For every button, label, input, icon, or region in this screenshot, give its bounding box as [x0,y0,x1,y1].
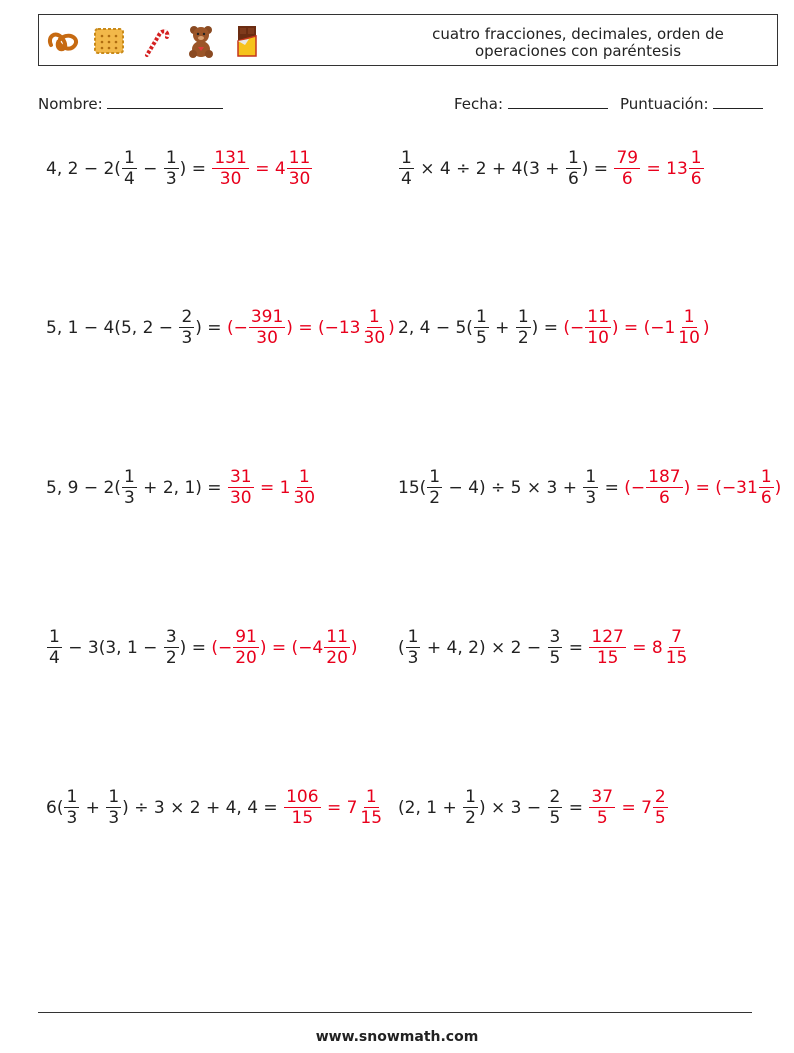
answer-text: = 8 [626,637,663,658]
answer-text: ) [350,637,358,658]
title-line-1: cuatro fracciones, decimales, orden de [432,25,724,43]
numerator: 1 [365,787,377,807]
answer-text: ) = (−4 [259,637,324,658]
denominator: 30 [363,328,386,348]
expr-text: 4, 2 − 2( [46,158,121,179]
numerator: 1 [690,148,702,168]
numerator: 1 [298,467,310,487]
denominator: 3 [181,328,193,348]
fraction [676,307,702,348]
problem-1 [46,148,313,189]
problem-2 [398,148,705,189]
problem-10 [398,787,669,828]
denominator: 5 [549,808,561,828]
problem-8 [398,627,690,668]
problem-3 [46,307,395,348]
fraction [516,307,531,348]
numerator: 127 [591,627,624,647]
denominator: 6 [567,169,579,189]
fraction [291,467,317,508]
name-label: Nombre: [38,95,103,113]
fraction [164,148,179,189]
expr-text: ) = [195,317,227,338]
numerator: 2 [549,787,561,807]
icon-strip [45,23,265,59]
score-blank[interactable] [713,94,763,109]
fraction [179,307,194,348]
fraction [646,467,682,508]
denominator: 2 [165,648,177,668]
denominator: 3 [66,808,78,828]
expr-text: ) = [531,317,564,338]
footer-site[interactable]: www.snowmath.com [315,1029,479,1045]
cracker-icon [91,23,127,59]
denominator: 30 [219,169,242,189]
numerator: 1 [123,467,135,487]
fraction [122,148,137,189]
answer-text: (− [563,317,585,338]
denominator: 30 [288,169,311,189]
numerator: 2 [181,307,193,327]
numerator: 131 [214,148,247,168]
fraction [358,787,384,828]
expr-text: ) × 3 − [478,797,547,818]
numerator: 7 [671,627,682,647]
title-line-2: operaciones con paréntesis [474,42,682,60]
date-blank[interactable] [508,94,608,109]
answer [211,148,313,189]
numerator: 1 [368,307,380,327]
expr-text: × 4 ÷ 2 + 4(3 + [414,158,565,179]
name-field[interactable] [38,94,223,113]
denominator: 2 [465,808,476,828]
denominator: 5 [654,808,666,828]
fraction [406,627,421,668]
answer-text: ) [774,477,782,498]
denominator: 5 [596,808,608,828]
numerator: 11 [326,627,348,647]
answer-text: (− [624,477,646,498]
answer [211,627,357,668]
numerator: 91 [235,627,257,647]
denominator: 5 [475,328,487,348]
numerator: 11 [587,307,609,327]
fraction [287,148,313,189]
answer [613,148,704,189]
answer [563,307,709,348]
denominator: 6 [621,169,633,189]
fraction [589,787,615,828]
numerator: 106 [286,787,319,807]
fraction [585,307,611,348]
numerator: 1 [407,627,419,647]
problem-7 [46,627,358,668]
fraction [664,627,690,668]
denominator: 15 [360,808,383,828]
problem-9 [46,787,385,828]
expr-text: = [599,477,625,498]
answer-text: = 1 [254,477,291,498]
date-field[interactable] [454,94,608,113]
expr-text: 5, 9 − 2( [46,477,121,498]
denominator: 3 [585,488,597,508]
teddy-bear-icon [183,23,219,59]
expr-text: 5, 1 − 4(5, 2 − [46,317,179,338]
denominator: 10 [587,328,609,348]
expr-text: + 4, 2) × 2 − [421,637,547,658]
answer [283,787,385,828]
date-label: Fecha: [454,95,504,113]
fraction [228,467,254,508]
denominator: 4 [401,169,412,189]
answer [588,787,668,828]
expr-text: 15( [398,477,427,498]
numerator: 187 [648,467,681,487]
fraction [122,467,137,508]
name-blank[interactable] [107,94,223,109]
denominator: 3 [123,488,135,508]
numerator: 1 [401,148,412,168]
denominator: 2 [517,328,529,348]
numerator: 1 [108,787,120,807]
numerator: 1 [429,467,441,487]
expr-text: − 3(3, 1 − [62,637,163,658]
expr-text: − 4) ÷ 5 × 3 + [443,477,583,498]
fraction [106,787,121,828]
answer-text: (− [226,317,248,338]
denominator: 3 [108,808,120,828]
numerator: 3 [549,627,561,647]
fraction [64,787,79,828]
fraction [212,148,248,189]
numerator: 1 [465,787,476,807]
answer-text: ) [702,317,710,338]
expr-text: + [80,797,106,818]
denominator: 20 [235,648,257,668]
expr-text: (2, 1 + [398,797,463,818]
expr-text: ) = [581,158,614,179]
chocolate-bar-icon [229,23,265,59]
denominator: 3 [407,648,419,668]
expr-text: + 2, 1) = [137,477,227,498]
fraction [583,467,598,508]
denominator: 2 [429,488,441,508]
denominator: 3 [165,169,177,189]
answer [588,627,690,668]
pretzel-icon [45,23,81,59]
fraction [399,148,414,189]
fraction [427,467,442,508]
answer-text: ) [388,317,395,338]
answer [227,467,318,508]
numerator: 1 [165,148,177,168]
denominator: 15 [665,648,688,668]
denominator: 30 [256,328,278,348]
fraction [249,307,285,348]
problem-4 [398,307,710,348]
denominator: 6 [658,488,670,508]
problem-5 [46,467,318,508]
answer-text: = 4 [249,158,286,179]
score-field[interactable] [620,94,763,113]
numerator: 1 [585,467,597,487]
problem-6 [398,467,781,508]
denominator: 30 [293,488,316,508]
answer-text: = 13 [641,158,688,179]
fraction [589,627,625,668]
denominator: 15 [596,648,619,668]
answer [624,467,781,508]
worksheet-header [38,14,778,66]
fraction [47,627,62,668]
answer-text: ) = (−13 [286,317,361,338]
fraction [284,787,320,828]
numerator: 11 [288,148,311,168]
numerator: 1 [475,307,487,327]
numerator: 1 [760,467,772,487]
answer-text: = 7 [616,797,652,818]
fraction [548,627,563,668]
expr-text: ) = [179,158,212,179]
footer-divider [38,1012,752,1013]
numerator: 79 [616,148,639,168]
expr-text: ( [398,637,405,658]
fraction [759,467,774,508]
denominator: 15 [291,808,314,828]
denominator: 4 [49,648,60,668]
fraction [164,627,179,668]
expr-text: 6( [46,797,64,818]
fraction [566,148,581,189]
numerator: 1 [517,307,529,327]
denominator: 30 [229,488,252,508]
numerator: 391 [250,307,284,327]
denominator: 10 [678,328,700,348]
expr-text: − [137,158,163,179]
numerator: 1 [123,148,135,168]
expr-text: ) = [179,637,212,658]
expr-text: 2, 4 − 5( [398,317,473,338]
numerator: 1 [567,148,579,168]
candy-cane-icon [137,23,173,59]
expr-text: = [563,797,589,818]
numerator: 2 [654,787,666,807]
denominator: 20 [326,648,348,668]
answer-text: ) = (−31 [683,477,758,498]
fraction [474,307,489,348]
answer-text: = 7 [321,797,358,818]
score-label: Puntuación: [620,95,709,113]
numerator: 1 [49,627,60,647]
numerator: 3 [165,627,177,647]
fraction [653,787,668,828]
fraction [689,148,704,189]
expr-text: + [489,317,515,338]
numerator: 1 [66,787,78,807]
numerator: 37 [591,787,614,807]
worksheet-title [413,26,743,60]
expr-text: ) ÷ 3 × 2 + 4, 4 = [122,797,284,818]
expr-text: = [563,637,589,658]
numerator: 1 [683,307,695,327]
fraction [362,307,388,348]
denominator: 4 [123,169,135,189]
fraction [548,787,563,828]
fraction [324,627,350,668]
fraction [233,627,259,668]
numerator: 31 [229,467,252,487]
fraction [614,148,640,189]
answer [227,307,395,348]
denominator: 5 [549,648,561,668]
answer-text: ) = (−1 [611,317,676,338]
answer-text: (− [211,637,233,658]
denominator: 6 [690,169,702,189]
fraction [463,787,478,828]
denominator: 6 [760,488,772,508]
